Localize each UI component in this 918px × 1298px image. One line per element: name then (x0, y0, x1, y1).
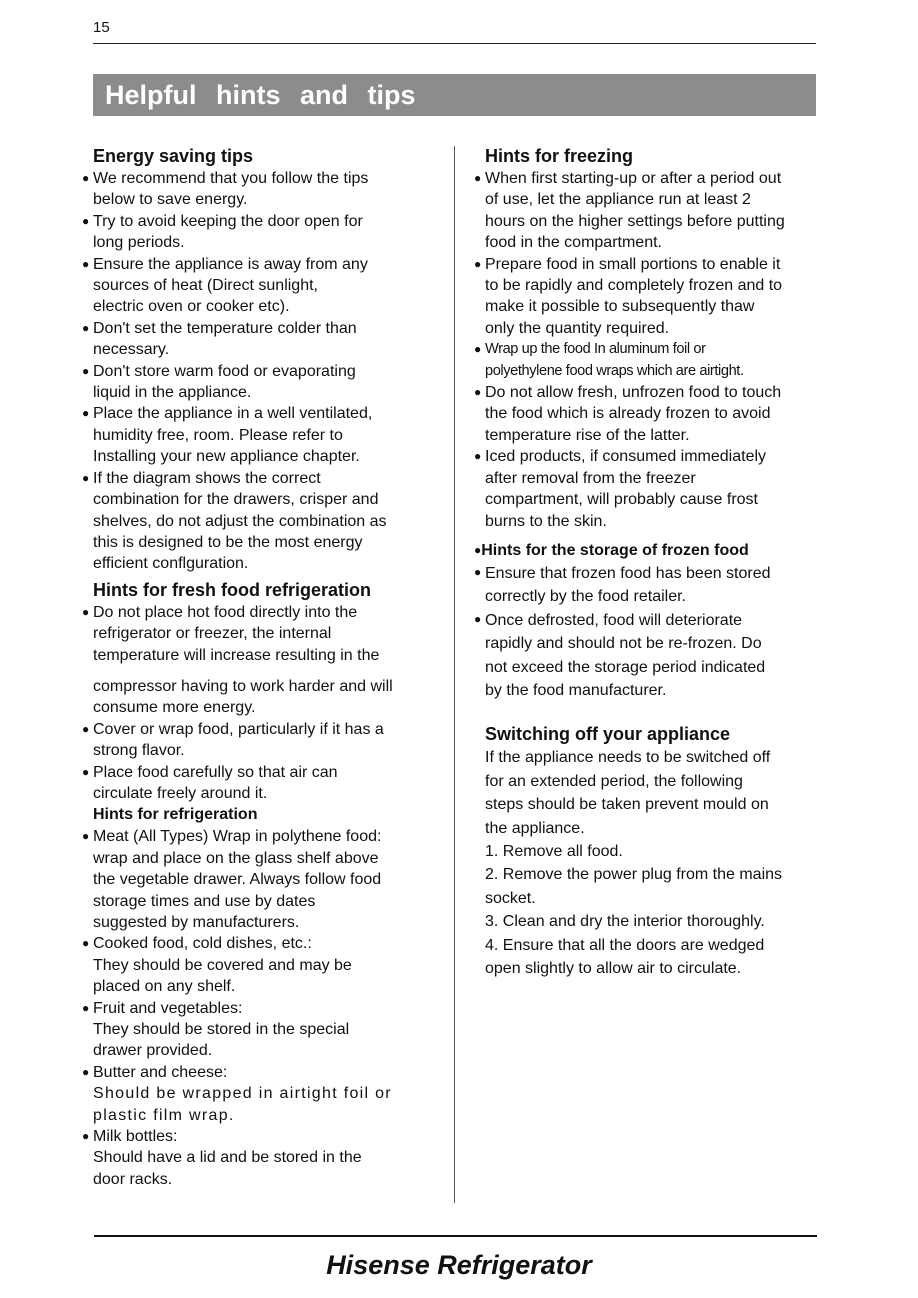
list-item (82, 211, 434, 254)
list-item (82, 933, 434, 997)
bullet-icon: ● (82, 256, 90, 271)
bullet-icon: ● (474, 542, 482, 557)
list-item (82, 318, 434, 361)
list-item (82, 676, 434, 719)
list-item-text: Place food carefully so that air can circulate freely around it. (93, 763, 338, 802)
bullet-icon: ● (474, 171, 482, 185)
list-item (474, 254, 819, 340)
list-item-text: If the diagram shows the correct combination for the drawers, crisper and shelves, do not adjust the combination as this is designed to be the most energy efficient conflguration. (93, 469, 387, 573)
switch-steps (474, 746, 819, 980)
list-item (82, 762, 434, 805)
bullet-icon: ● (82, 721, 90, 736)
bullet-icon: ● (474, 611, 482, 626)
text-line: for an extended period, the following (485, 772, 743, 790)
bullet-icon: ● (474, 342, 482, 357)
section-banner: Helpful hints and tips (93, 74, 816, 116)
bullet-icon: ● (82, 470, 90, 485)
column-divider (454, 146, 455, 1203)
list-item-text: Cover or wrap food, particularly if it has a strong flavor. (93, 720, 384, 760)
list-item-text: Prepare food in small portions to enable it to be rapidly and completely frozen and to make it possible to subsequently thaw only the quantity required. (485, 255, 783, 337)
list-item (82, 403, 434, 467)
text-line: 2. Remove the power plug from the mains (485, 866, 783, 884)
list-item (474, 609, 819, 703)
list-item-text: Do not allow fresh, unfrozen food to touch the food which is already frozen to avoid temperature rise of the latter. (485, 384, 782, 444)
right-column (474, 145, 819, 980)
list-item (82, 1062, 434, 1126)
list-item-text: Ensure that frozen food has been stored correctly by the food retailer. (485, 564, 771, 606)
frozen-heading: ●Hints for the storage of frozen food (474, 541, 749, 559)
freezing-list (474, 168, 819, 532)
fresh-list (82, 602, 434, 805)
list-item-text: Don't store warm food or evaporating liquid in the appliance. (93, 362, 356, 402)
list-item-text: Place the appliance in a well ventilated, humidity free, room. Please refer to Installing your new appliance chapter. (93, 405, 373, 466)
list-item-text: Don't set the temperature colder than necessary. (93, 319, 357, 359)
energy-list (82, 168, 434, 575)
list-item (474, 446, 819, 532)
bullet-icon: ● (82, 1064, 90, 1079)
list-item (82, 254, 434, 318)
list-item-text: Try to avoid keeping the door open for long periods. (93, 212, 363, 252)
fresh-heading: Hints for fresh food refrigeration (93, 579, 372, 600)
list-item (474, 168, 819, 254)
refrigeration-heading: Hints for refrigeration (93, 806, 258, 824)
list-item (82, 168, 434, 211)
bullet-icon: ● (82, 213, 90, 228)
list-item-text: Butter and cheese: Should be wrapped in airtight foil or plastic film wrap. (93, 1063, 392, 1124)
list-item-text: We recommend that you follow the tips below to save energy. (93, 170, 369, 209)
footer-brand: Hisense Refrigerator (326, 1250, 592, 1280)
list-item (82, 998, 434, 1062)
list-item (82, 719, 434, 762)
bullet-icon: ● (82, 1129, 90, 1144)
list-item (82, 826, 434, 933)
bullet-icon: ● (474, 256, 482, 271)
bullet-icon: ● (82, 363, 90, 378)
list-item-text: Ensure the appliance is away from any sources of heat (Direct sunlight, electric oven or cooker etc). (93, 255, 368, 316)
energy-heading: Energy saving tips (93, 146, 254, 166)
text-line: steps should be taken prevent mould on (485, 796, 769, 814)
text-line: 4. Ensure that all the doors are wedged (485, 936, 765, 954)
list-item-text: Meat (All Types) Wrap in polythene food: wrap and place on the glass shelf above the vegetable drawer. Always follow food storage times and use by dates suggested by manufacturers. (93, 828, 382, 931)
list-item (82, 602, 434, 666)
list-item-text: Fruit and vegetables: They should be stored in the special drawer provided. (93, 999, 350, 1060)
list-item-text: Milk bottles: Should have a lid and be stored in the door racks. (93, 1128, 362, 1188)
freezing-heading: Hints for freezing (485, 146, 634, 166)
bullet-icon: ● (82, 936, 90, 951)
bullet-icon (82, 676, 93, 719)
page-number: 15 (93, 19, 110, 36)
bullet-icon: ● (82, 604, 90, 619)
bullet-icon: ● (82, 171, 90, 185)
list-item (82, 468, 434, 575)
top-rule (93, 43, 816, 44)
list-item-text: Once defrosted, food will deteriorate rapidly and should not be re-frozen. Do not exceed the storage period indicated by the food manufacturer. (485, 611, 766, 699)
list-item-text: Cooked food, cold dishes, etc.: They should be covered and may be placed on any shelf. (93, 935, 352, 996)
list-item-text: compressor having to work harder and will consume more energy. (93, 677, 393, 717)
bullet-icon: ● (474, 449, 482, 464)
text-line: If the appliance needs to be switched off (485, 749, 771, 767)
list-item (82, 1126, 434, 1190)
list-item-text: When first starting-up or after a period out of use, let the appliance run at least 2 hours on the higher settings before putting food in the compartment. (485, 170, 785, 252)
bullet-icon: ● (82, 764, 90, 779)
bottom-rule (94, 1235, 817, 1237)
bullet-icon: ● (82, 406, 90, 421)
frozen-list (474, 562, 819, 702)
text-line: socket. (485, 889, 536, 907)
list-item (474, 562, 819, 609)
left-column (82, 145, 434, 1190)
bullet-icon: ● (474, 564, 482, 579)
switch-heading: Switching off your appliance (485, 724, 731, 745)
text-line: 1. Remove all food. (485, 842, 623, 860)
bullet-icon: ● (82, 1000, 90, 1015)
list-item (474, 382, 819, 446)
list-item-text: Iced products, if consumed immediately after removal from the freezer compartment, will probably cause frost burns to the skin. (485, 448, 767, 530)
list-item (474, 339, 819, 382)
bullet-icon: ● (474, 385, 482, 400)
text-line: open slightly to allow air to circulate. (485, 960, 742, 977)
text-line: 3. Clean and dry the interior thoroughly. (485, 913, 765, 931)
list-item-text: Wrap up the food In aluminum foil or polyethylene food wraps which are airtight. (485, 341, 744, 379)
refrigeration-list (82, 826, 434, 1190)
bullet-icon: ● (82, 829, 90, 844)
list-item (82, 361, 434, 404)
bullet-icon: ● (82, 320, 90, 335)
list-item-text: Do not place hot food directly into the refrigerator or freezer, the internal temperature will increase resulting in the (93, 603, 380, 664)
text-line: the appliance. (485, 819, 585, 837)
